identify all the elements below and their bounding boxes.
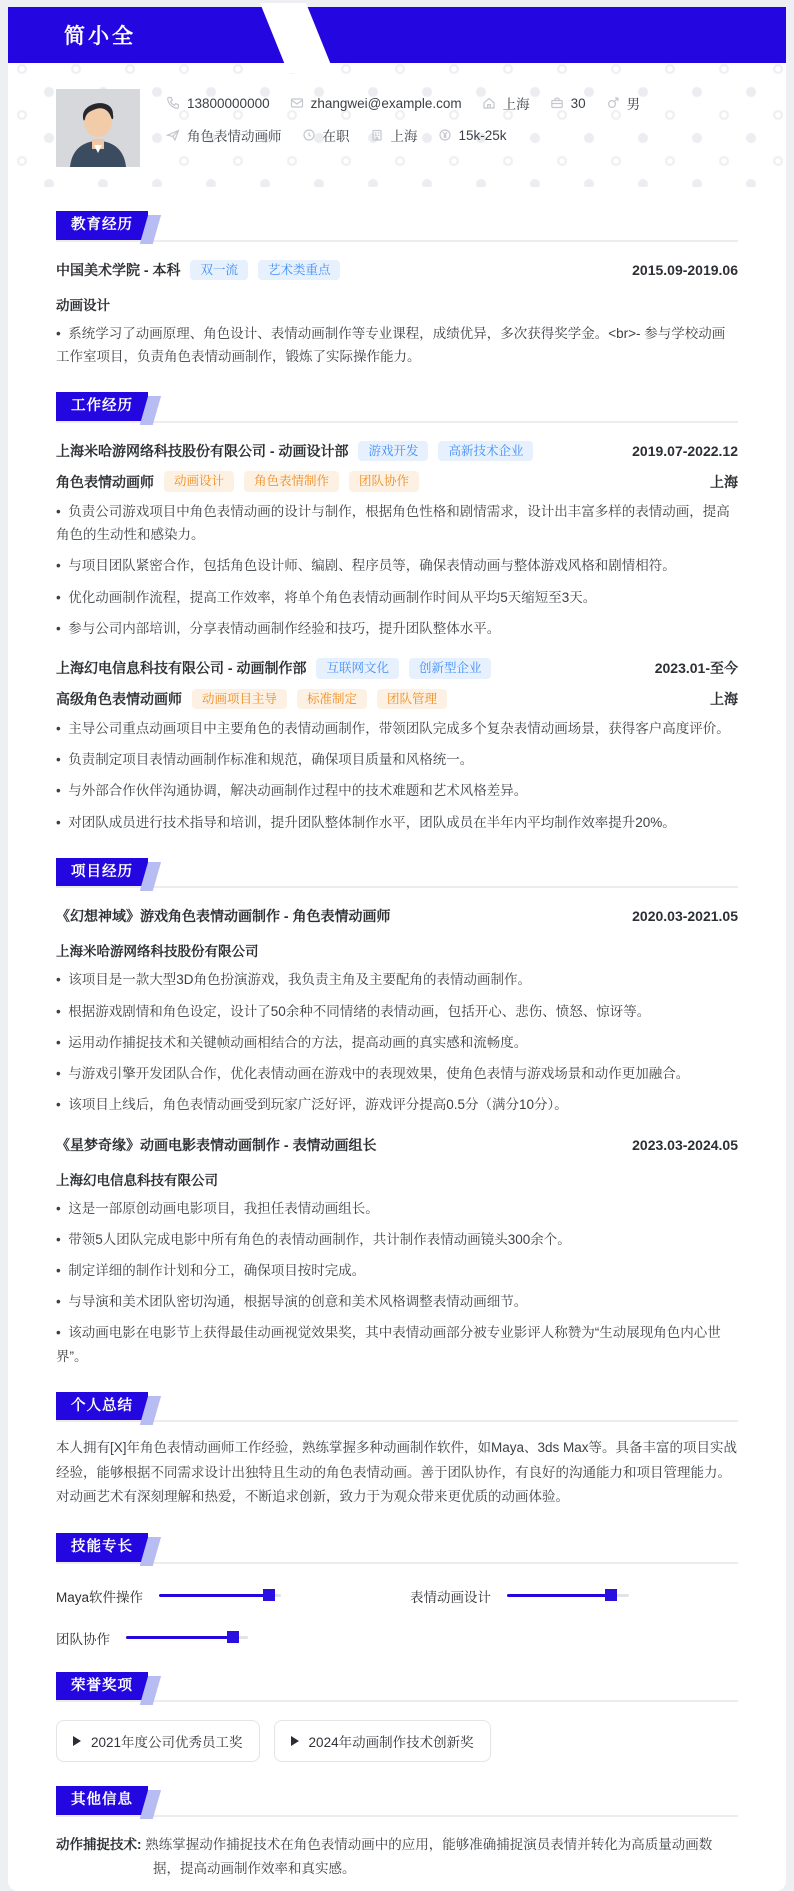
education-date: 2015.09-2019.06 <box>632 261 738 278</box>
contact-info <box>166 89 640 167</box>
summary-text: 本人拥有[X]年角色表情动画师工作经验，熟练掌握多种动画制作软件，如Maya、3ds Max等。具备丰富的项目实战经验，能够根据不同需求设计出独特且生动的角色表情动画。善于团队协作，有良好的沟通能力和项目管理能力。对动画艺术有深刻理解和热爱，不断追求创新，致力于为观众带来更优质的动画体验。 <box>56 1440 738 1504</box>
role-tag: 标准制定 <box>297 689 367 710</box>
project-entry <box>56 1135 738 1368</box>
section-other-header <box>56 1786 738 1817</box>
skill-item <box>410 1586 738 1606</box>
contact-section <box>8 63 786 187</box>
work-location: 上海 <box>710 690 738 707</box>
work-entry <box>56 441 738 640</box>
bullet-item: • 与项目团队紧密合作，包括角色设计师、编剧、程序员等，确保表情动画与整体游戏风格和剧情相符。 <box>56 554 738 577</box>
project-name: 《星梦奇缘》动画电影表情动画制作 - 表情动画组长 <box>56 1136 377 1153</box>
company-tag: 互联网文化 <box>316 658 399 679</box>
section-title-badge: 个人总结 <box>56 1392 148 1421</box>
play-icon <box>291 1736 299 1746</box>
school-name: 中国美术学院 - 本科 <box>56 261 181 278</box>
project-head-row <box>56 1135 738 1155</box>
bullet-item: • 与外部合作伙伴沟通协调，解决动画制作过程中的技术难题和艺术风格差异。 <box>56 779 738 802</box>
work-head-row <box>56 441 738 462</box>
bullet-item: • 制定详细的制作计划和分工，确保项目按时完成。 <box>56 1259 738 1282</box>
project-company: 上海幻电信息科技有限公司 <box>56 1172 218 1188</box>
section-projects-header <box>56 858 738 889</box>
work-date: 2019.07-2022.12 <box>632 443 738 460</box>
mail-icon <box>290 96 304 110</box>
bullet-item: • 该动画电影在电影节上获得最佳动画视觉效果奖，其中表情动画部分被专业影评人称赞为“生动展现角色内心世界”。 <box>56 1321 738 1367</box>
section-title-badge: 荣誉奖项 <box>56 1672 148 1701</box>
bullet-item: • 系统学习了动画原理、角色设计、表情动画制作等专业课程，成绩优异，多次获得奖学金。<br>- 参与学校动画工作室项目，负责角色表情动画制作，锻炼了实际操作能力。 <box>56 322 738 368</box>
section-skills-header <box>56 1533 738 1564</box>
header-diagonal-decoration <box>260 3 334 73</box>
section-work-header <box>56 392 738 423</box>
skill-name: Maya软件操作 <box>56 1589 144 1605</box>
contact-city: 上海 <box>370 125 418 145</box>
skills-list <box>56 1586 738 1648</box>
section-title-badge: 项目经历 <box>56 858 148 887</box>
other-info-label: 动作捕捉技术: <box>56 1836 142 1852</box>
section-title-badge: 工作经历 <box>56 392 148 421</box>
education-bullets <box>56 322 738 368</box>
contact-age: 30 <box>550 96 586 111</box>
major-name: 动画设计 <box>56 298 110 313</box>
project-bullets <box>56 968 738 1116</box>
resume-body <box>8 211 786 1891</box>
project-name: 《幻想神域》游戏角色表情动画制作 - 角色表情动画师 <box>56 908 391 925</box>
phone-icon <box>166 96 180 110</box>
job-icon <box>166 128 180 142</box>
contact-phone: 13800000000 <box>166 96 270 111</box>
company-tag: 高新技术企业 <box>438 441 533 462</box>
contact-email: zhangwei@example.com <box>290 96 462 111</box>
role-title: 角色表情动画师 <box>56 473 154 490</box>
role-title: 高级角色表情动画师 <box>56 690 182 707</box>
bullet-item: • 这是一部原创动画电影项目，我担任表情动画组长。 <box>56 1197 738 1220</box>
role-tag: 动画项目主导 <box>192 689 287 710</box>
contact-gender: 男 <box>606 93 641 113</box>
honor-item <box>56 1720 260 1762</box>
section-title-badge: 教育经历 <box>56 211 148 240</box>
work-location: 上海 <box>710 473 738 490</box>
section-title-badge: 其他信息 <box>56 1786 148 1815</box>
bullet-item: • 运用动作捕捉技术和关键帧动画相结合的方法，提高动画的真实感和流畅度。 <box>56 1031 738 1054</box>
skill-item <box>56 1586 384 1606</box>
project-date: 2023.03-2024.05 <box>632 1136 738 1153</box>
contact-location: 上海 <box>482 93 530 113</box>
work-date: 2023.01-至今 <box>654 660 738 677</box>
skill-name: 团队协作 <box>56 1631 110 1647</box>
role-tag: 团队管理 <box>377 689 447 710</box>
skill-slider-handle[interactable] <box>263 1589 275 1601</box>
skill-name: 表情动画设计 <box>410 1589 491 1605</box>
skill-slider-fill <box>159 1594 269 1597</box>
home-icon <box>482 96 496 110</box>
company-name: 上海幻电信息科技有限公司 - 动画制作部 <box>56 660 307 677</box>
company-name: 上海米哈游网络科技股份有限公司 - 动画设计部 <box>56 443 349 460</box>
resume-header <box>8 7 786 63</box>
role-tag: 动画设计 <box>164 471 234 492</box>
company-tag: 创新型企业 <box>409 658 492 679</box>
salary-icon <box>438 128 452 142</box>
company-tag: 游戏开发 <box>358 441 428 462</box>
skill-item <box>56 1628 384 1648</box>
bullet-item: • 主导公司重点动画项目中主要角色的表情动画制作，带领团队完成多个复杂表情动画场景，获得客户高度评价。 <box>56 717 738 740</box>
honor-item <box>274 1720 491 1762</box>
skill-slider-handle[interactable] <box>227 1631 239 1643</box>
bullet-item: • 与导演和美术团队密切沟通，根据导演的创意和美术风格调整表情动画细节。 <box>56 1290 738 1313</box>
gender-icon <box>606 96 620 110</box>
candidate-name: 简小全 <box>64 25 136 48</box>
contact-row-2 <box>166 125 640 145</box>
work-head-row <box>56 658 738 679</box>
bullet-item: • 与游戏引擎开发团队合作，优化表情动画在游戏中的表现效果，使角色表情与游戏场景和动作更加融合。 <box>56 1062 738 1085</box>
section-education-header <box>56 211 738 242</box>
work-bullets <box>56 500 738 640</box>
project-date: 2020.03-2021.05 <box>632 908 738 925</box>
skill-slider[interactable] <box>507 1594 629 1597</box>
work-role-row <box>56 471 738 492</box>
resume-card <box>8 7 786 1891</box>
contact-row-1 <box>166 93 640 113</box>
contact-salary: 15k-25k <box>438 128 507 143</box>
education-head-row <box>56 260 738 281</box>
project-entry <box>56 906 738 1116</box>
bullet-item: • 负责制定项目表情动画制作标准和规范，确保项目质量和风格统一。 <box>56 748 738 771</box>
skill-slider[interactable] <box>126 1636 248 1639</box>
avatar <box>56 89 140 167</box>
other-info-text <box>56 1833 738 1882</box>
contact-status: 在职 <box>302 125 350 145</box>
skill-slider-handle[interactable] <box>605 1589 617 1601</box>
section-honors-header <box>56 1672 738 1703</box>
bullet-item: • 负责公司游戏项目中角色表情动画的设计与制作，根据角色性格和剧情需求，设计出丰富多样的表情动画，提高角色的生动性和感染力。 <box>56 500 738 546</box>
work-entry <box>56 658 738 834</box>
work-role-row <box>56 689 738 710</box>
bullet-item: • 带领5人团队完成电影中所有角色的表情动画制作，共计制作表情动画镜头300余个。 <box>56 1228 738 1251</box>
section-title-badge: 技能专长 <box>56 1533 148 1562</box>
role-tag: 团队协作 <box>349 471 419 492</box>
bullet-item: • 优化动画制作流程，提高工作效率，将单个角色表情动画制作时间从平均5天缩短至3天。 <box>56 586 738 609</box>
education-entry <box>56 260 738 369</box>
project-company: 上海米哈游网络科技股份有限公司 <box>56 944 259 960</box>
skill-slider-fill <box>126 1636 233 1639</box>
school-tag: 艺术类重点 <box>258 260 341 281</box>
age-icon <box>550 96 564 110</box>
city-icon <box>370 128 384 142</box>
bullet-item: • 参与公司内部培训，分享表情动画制作经验和技巧，提升团队整体水平。 <box>56 617 738 640</box>
role-tag: 角色表情制作 <box>244 471 339 492</box>
project-head-row <box>56 906 738 926</box>
status-icon <box>302 128 316 142</box>
play-icon <box>73 1736 81 1746</box>
work-bullets <box>56 717 738 834</box>
section-summary-header <box>56 1392 738 1423</box>
bullet-item: • 根据游戏剧情和角色设定，设计了50余种不同情绪的表情动画，包括开心、悲伤、愤怒、惊讶等。 <box>56 1000 738 1023</box>
bullet-item: • 该项目是一款大型3D角色扮演游戏，我负责主角及主要配角的表情动画制作。 <box>56 968 738 991</box>
bullet-item: • 该项目上线后，角色表情动画受到玩家广泛好评，游戏评分提高0.5分（满分10分）。 <box>56 1093 738 1116</box>
bullet-item: • 对团队成员进行技术指导和培训，提升团队整体制作水平，团队成员在半年内平均制作效率提升20%。 <box>56 811 738 834</box>
honors-list <box>56 1720 738 1762</box>
project-bullets <box>56 1197 738 1368</box>
skill-slider[interactable] <box>159 1594 281 1597</box>
skill-slider-fill <box>507 1594 611 1597</box>
other-info-value: 熟练掌握动作捕捉技术在角色表情动画中的应用，能够准确捕捉演员表情并转化为高质量动画数据，提高动画制作效率和真实感。 <box>145 1836 713 1876</box>
contact-job-title: 角色表情动画师 <box>166 125 282 145</box>
school-tag: 双一流 <box>190 260 248 281</box>
honor-label: 2021年度公司优秀员工奖 <box>91 1735 243 1751</box>
honor-label: 2024年动画制作技术创新奖 <box>308 1735 474 1751</box>
